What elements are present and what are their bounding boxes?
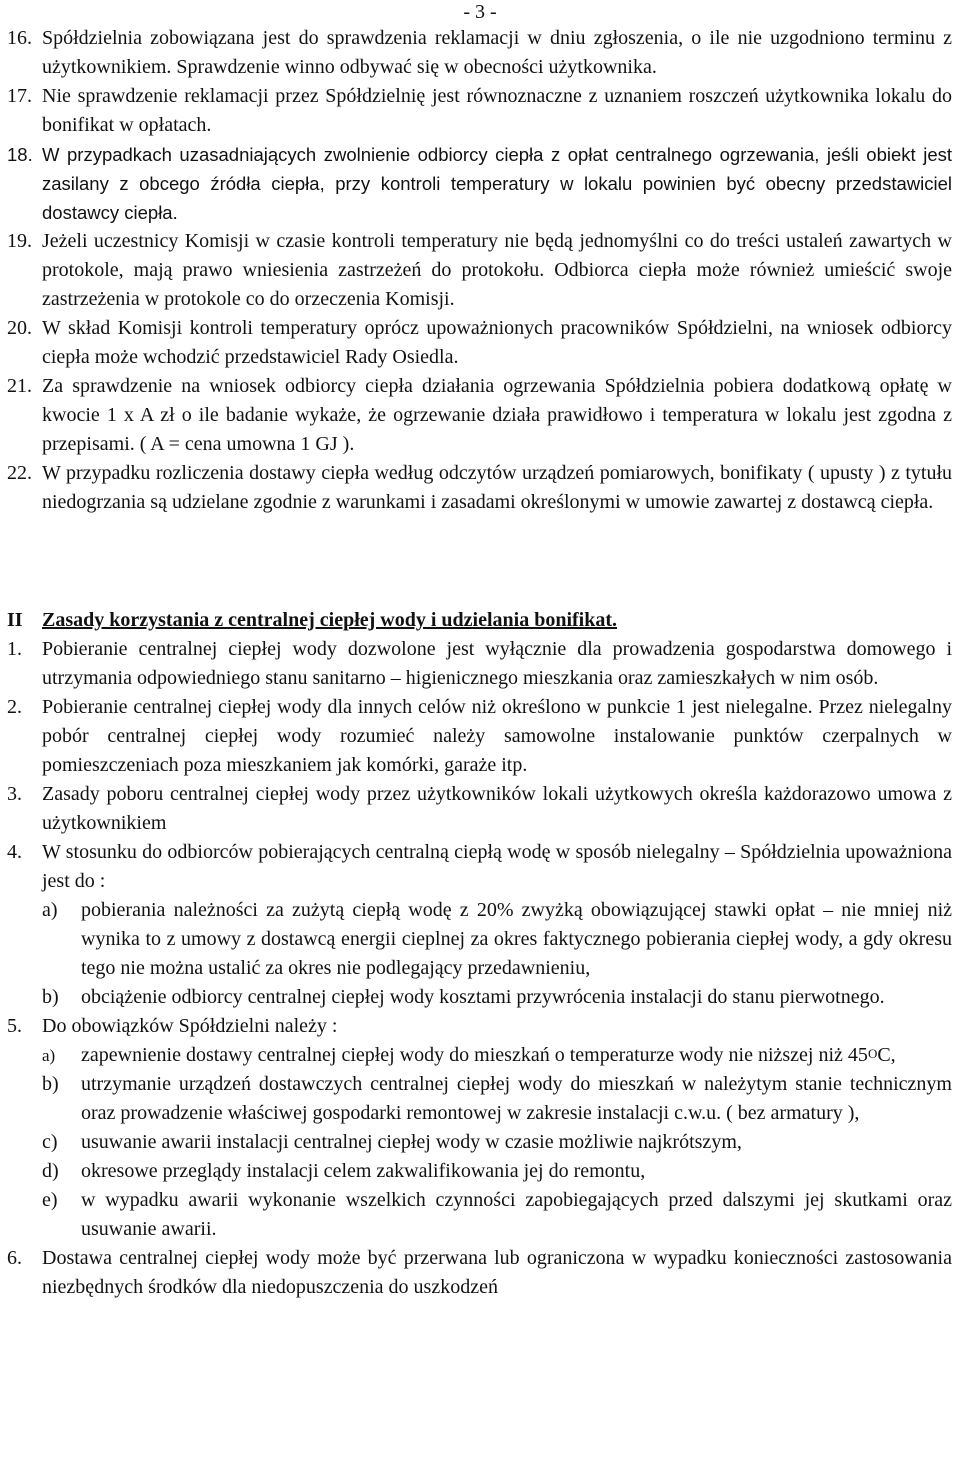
- sub-item-label: b): [42, 1073, 59, 1095]
- item-text: Dostawa centralnej ciepłej wody może być przerwana lub ograniczona w wypadku konieczności zastosowania niezbędnych środków dla niedopuszczenia do uszkodzeń: [42, 1247, 952, 1298]
- sub-item: [42, 1070, 960, 1128]
- sub-item-text-main: zapewnienie dostawy centralnej ciepłej wody do mieszkań o temperaturze wody nie niższej niż 45: [81, 1044, 868, 1066]
- sub-item: [42, 983, 960, 1012]
- list-item: [0, 459, 960, 517]
- item-text: Pobieranie centralnej ciepłej wody dla innych celów niż określono w punkcie 1 jest nielegalne. Przez nielegalny pobór centralnej ciepłej wody rozumieć należy samowolne instalowanie punktów czerpalnych w pomieszczeniach poza mieszkaniem jak komórki, garaże itp.: [42, 696, 952, 776]
- list-item: [0, 693, 960, 780]
- sub-item-label: c): [42, 1131, 58, 1153]
- item-text: W skład Komisji kontroli temperatury oprócz upoważnionych pracowników Spółdzielni, na wniosek odbiorcy ciepła może wchodzić przedstawiciel Rady Osiedla.: [42, 317, 952, 368]
- sub-item-label: d): [42, 1160, 59, 1182]
- sub-item-text: okresowe przeglądy instalacji celem zakwalifikowania jej do remontu,: [81, 1160, 646, 1182]
- item-number: 3.: [7, 783, 22, 805]
- item-number: 20.: [7, 317, 32, 339]
- sub-item: [42, 1041, 960, 1070]
- sub-item-text: [81, 1041, 952, 1070]
- list-item: [0, 314, 960, 372]
- item-text: W stosunku do odbiorców pobierających centralną ciepłą wodę w sposób nielegalny – Spółdzielnia upoważniona jest do :: [42, 841, 952, 892]
- item-number: 4.: [7, 841, 22, 863]
- item-number: 22.: [7, 462, 32, 484]
- item-number: 17.: [7, 85, 32, 107]
- list-item: [0, 1244, 960, 1302]
- list-item: [0, 780, 960, 838]
- item-number: 18.: [7, 144, 33, 165]
- section-heading: [7, 606, 617, 635]
- items-top: [0, 24, 960, 517]
- list-item: [0, 82, 960, 140]
- sub-item-label: e): [42, 1189, 58, 1211]
- list-item: [0, 838, 960, 896]
- list-item: [0, 140, 960, 227]
- section-title: Zasady korzystania z centralnej ciepłej wody i udzielania bonifikat.: [42, 609, 617, 631]
- item-number: 19.: [7, 230, 32, 252]
- item-number: 1.: [7, 638, 22, 660]
- item-number: 6.: [7, 1247, 22, 1269]
- item-number: 2.: [7, 696, 22, 718]
- sub-item-label: b): [42, 986, 59, 1008]
- degree-superscript: O: [867, 1046, 878, 1061]
- item-text: Nie sprawdzenie reklamacji przez Spółdzielnię jest równoznaczne z uznaniem roszczeń użytkownika lokalu do bonifikat w opłatach.: [42, 85, 952, 136]
- item-number: 16.: [7, 27, 32, 49]
- list-item: [0, 227, 960, 314]
- sub-item: [42, 1186, 960, 1244]
- sub-item-text: pobierania należności za zużytą ciepłą wodę z 20% zwyżką obowiązującej stawki opłat – nie mniej niż wynika to z umowy z dostawcą energii cieplnej za okres faktycznego pobierania ciepłej wody, a gdy okresu tego nie można ustalić za okres nie podlegający przedawnieniu,: [81, 899, 952, 979]
- page-number: - 3 -: [463, 1, 497, 23]
- item-number: 5.: [7, 1015, 22, 1037]
- sub-item-text: obciążenie odbiorcy centralnej ciepłej wody kosztami przywrócenia instalacji do stanu pierwotnego.: [81, 986, 885, 1008]
- sub-item-text: utrzymanie urządzeń dostawczych centralnej ciepłej wody do mieszkań w należytym stanie technicznym oraz prowadzenie właściwej gospodarki remontowej w zakresie instalacji c.w.u. ( bez armatury ),: [81, 1073, 952, 1124]
- sub-item-text-unit: C,: [877, 1044, 896, 1066]
- item-text: Za sprawdzenie na wniosek odbiorcy ciepła działania ogrzewania Spółdzielnia pobiera dodatkową opłatę w kwocie 1 x A zł o ile badanie wykaże, że ogrzewanie działa prawidłowo i temperatura w lokalu jest zgodna z przepisami. ( A = cena umowna 1 GJ ).: [42, 375, 952, 455]
- sub-item: [42, 1157, 960, 1186]
- item-text: W przypadku rozliczenia dostawy ciepła według odczytów urządzeń pomiarowych, bonifikaty ( upusty ) z tytułu niedogrzania są udzielane zgodnie z warunkami i zasadami określonymi w umowie zawartej z dostawcą ciepła.: [42, 462, 952, 513]
- item-text: W przypadkach uzasadniających zwolnienie odbiorcy ciepła z opłat centralnego ogrzewania, jeśli obiekt jest zasilany z obcego źródła ciepła, przy kontroli temperatury w lokalu powinien być obecny przedstawiciel dostawcy ciepła.: [42, 144, 952, 223]
- item-number: 21.: [7, 375, 32, 397]
- item-text: Jeżeli uczestnicy Komisji w czasie kontroli temperatury nie będą jednomyślni co do treści ustaleń zawartych w protokole, mają prawo wniesienia zastrzeżeń do protokołu. Odbiorca ciepła może również umieścić swoje zastrzeżenia w protokole co do orzeczenia Komisji.: [42, 230, 952, 310]
- items-bottom: [0, 635, 960, 1302]
- item-text: Spółdzielnia zobowiązana jest do sprawdzenia reklamacji w dniu zgłoszenia, o ile nie uzgodniono terminu z użytkownikiem. Sprawdzenie winno odbywać się w obecności użytkownika.: [42, 27, 952, 78]
- sub-item-label: a): [42, 899, 58, 921]
- sub-item: [42, 1128, 960, 1157]
- item-text: Zasady poboru centralnej ciepłej wody przez użytkowników lokali użytkowych określa każdorazowo umowa z użytkownikiem: [42, 783, 952, 834]
- sub-item-text: w wypadku awarii wykonanie wszelkich czynności zapobiegających przed dalszymi jej skutkami oraz usuwanie awarii.: [81, 1189, 952, 1240]
- list-item: [0, 635, 960, 693]
- list-item: [0, 24, 960, 82]
- sub-item: [42, 896, 960, 983]
- list-item: [0, 1012, 960, 1041]
- sub-item-text: usuwanie awarii instalacji centralnej ciepłej wody w czasie możliwie najkrótszym,: [81, 1131, 742, 1153]
- item-text: Do obowiązków Spółdzielni należy :: [42, 1015, 338, 1037]
- list-item: [0, 372, 960, 459]
- item-text: Pobieranie centralnej ciepłej wody dozwolone jest wyłącznie dla prowadzenia gospodarstwa domowego i utrzymania odpowiedniego stanu sanitarno – higienicznego mieszkania oraz zamieszkałych w nim osób.: [42, 638, 952, 689]
- sub-item-label: a): [42, 1046, 56, 1065]
- section-number: II: [7, 609, 23, 631]
